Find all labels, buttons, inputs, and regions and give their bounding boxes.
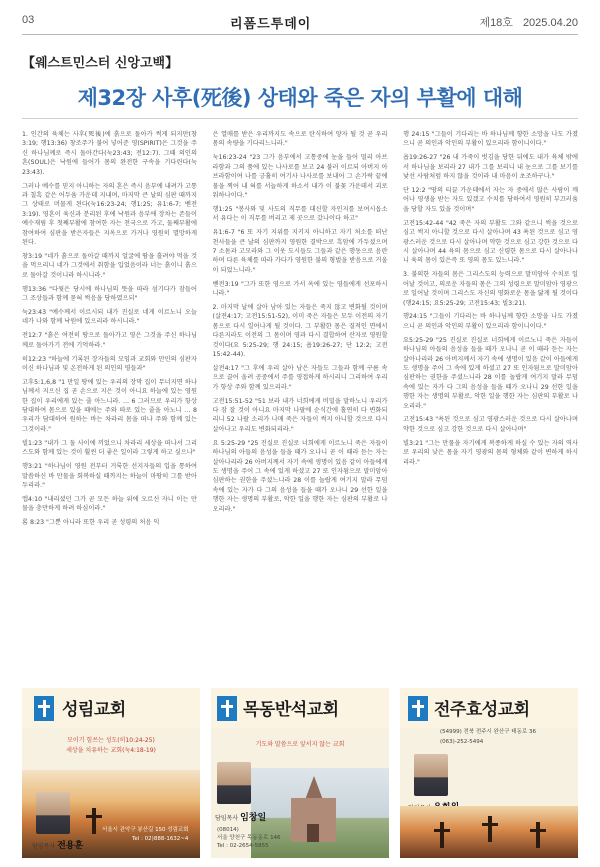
- paragraph: 전12:7 "흙은 여전히 땅으로 돌아가고 영은 그것을 주신 하나님께로 돌아가기 전에 기억하라.": [22, 332, 197, 349]
- paragraph: 빌3:21 "그는 만물을 자기에게 복종하게 하실 수 있는 자의 역사로 우리의 낮은 몸을 자기 영광의 몸의 형체와 같이 변하게 하시리라.": [403, 439, 578, 466]
- church-name: 전주효성교회: [434, 700, 530, 720]
- church-address: (54999) 전북 전주시 완산구 태동로 36: [440, 729, 536, 735]
- pastor-title: 담임목사: [215, 815, 239, 822]
- newspaper-title: 리폼드투데이: [230, 17, 312, 32]
- church-postal: (08014): [217, 827, 239, 833]
- paragraph: 눅23:43 "예수께서 이르시되 내가 진실로 네게 이르노니 오늘 네가 나와 함께 낙원에 있으리라 하시니라.": [22, 308, 197, 326]
- pastor-credit: [215, 810, 266, 823]
- church-ad-3: [400, 688, 578, 858]
- pastor-photo: [414, 754, 448, 796]
- paragraph: 행13:36 "다윗은 당시에 하나님의 뜻을 따라 섬기다가 잠들어 그 조상들과 함께 묻혀 썩음을 당하였으되": [22, 285, 197, 302]
- header-divider: [22, 34, 578, 35]
- issue-info: [479, 14, 578, 30]
- paragraph: 고후5:1,6,8 "1 만일 땅에 있는 우리의 장막 집이 무너지면 하나님께서 지으신 집 곧 손으로 지은 것이 아니요 하늘에 있는 영원한 집이 우리에게 있는 줄 아느니라. … 6 그러므로 우리가 항상 담대하여 몸으로 있을 때에는 주와 따로 있는 줄을 아노니 … 8 우리가 담대하여 원하는 바는 차라리 몸을 떠나 주와 함께 있는 그것이라.": [22, 378, 197, 433]
- church-ad-1: [22, 688, 200, 858]
- article-column-3: [403, 130, 578, 675]
- paragraph: 1. 인간의 육체는 사후(死後)에 흙으로 돌아가 썩게 되지만(창3:19; 행13:36) 창조주가 불어 넣어준 영(SPIRIT)은 그것을 주신 하나님께로 즉시 돌아간다(눅23:43; 전12:7). 그때 의인의 혼(SOUL)은 낙원에 들어가 몸의 완전한 구속을 기다린다(눅 23:43).: [22, 131, 197, 176]
- church-name: 성림교회: [62, 700, 126, 720]
- pastor-title: 담임목사: [32, 843, 56, 850]
- issue-number: 제18호: [479, 17, 513, 29]
- paragraph: 유1:6-7 "6 또 자기 지위를 지키지 아니하고 자기 처소를 떠난 천사들을 큰 날의 심판까지 영원한 결박으로 흑암에 가두셨으며 7 소돔과 고모라와 그 이웃 도시들도 그들과 같은 행동으로 음란하며 다른 육체를 따라 가다가 영원한 불의 형벌을 받음으로 거울이 되었느니라.": [212, 229, 388, 274]
- paragraph: 벧전3:19 "그가 또한 영으로 가서 옥에 있는 영들에게 선포하시니라.": [212, 280, 388, 298]
- cross-silhouette-icon: [440, 822, 444, 848]
- paragraph: 행1:25 "봉사와 및 사도의 직무를 대신할 자인지를 보여시옵소서 유다는 이 직무를 버리고 제 곳으로 갔나이다 하고": [212, 205, 388, 223]
- paragraph: 고전15:51-52 "51 보라 내가 너희에게 비밀을 말하노니 우리가 다 잠 잘 것이 아니요 마지막 나팔에 순식간에 홀연히 다 변화되리니 52 나팔 소리가 나매 죽은 자들이 썩지 아니할 것으로 다시 살아나고 우리도 변화되리라.": [212, 397, 388, 433]
- paragraph: 2. 마지막 날에 살아 남아 있는 자들은 죽지 않고 변화될 것이며(살전4:17; 고전15:51-52), 이미 죽은 자들은 모두 이전의 자기 몸으로 다시 일어나게 될 것이다. 그 부활한 몸은 질적인 면에서 다른지라도 이전의 그 몸이며 영과 다시 결합하여 산자로 영원할 것이다(요 5:25-29; 행 24:15; 욥19:26-27; 단 12:2; 고전15:42-44).: [212, 304, 388, 359]
- church-door: [307, 824, 319, 842]
- paragraph: 고전15:42-44 "42 죽은 자의 부활도 그와 같으니 썩을 것으로 심고 썩지 아니할 것으로 다시 살아나며 43 욕된 것으로 심고 영광스러운 것으로 다시 살아나며 약한 것으로 심고 강한 것으로 다시 살아나며 44 육의 몸으로 심고 신령한 몸으로 다시 살아나나니 육의 몸이 있은즉 또 영의 몸도 있느니라.": [403, 219, 578, 265]
- paragraph: 요5:25-29 "25 진실로 진실로 너희에게 이르노니 죽은 자들이 하나님의 아들의 음성을 들을 때가 오나니 곧 이 때라 듣는 자는 살아나리라 26 아버지께서 자기 속에 생명이 있음 같이 아들에게도 생명을 주어 그 속에 있게 하셨고 27 또 인자됨으로 말미암아 심판하는 권한을 주셨느니라 28 이를 놀랍게 여기지 말라 무덤 속에 있는 자가 다 그의 음성을 들을 때가 오나니 29 선한 일을 행한 자는 생명의 부활로, 악한 일을 행한 자는 심판의 부활로 나오리라.": [403, 336, 578, 410]
- pastor-photo: [217, 762, 251, 804]
- church-phone: Tel : 02)888-1632~4: [132, 836, 189, 842]
- paragraph: 행3:21 "하나님이 영원 전부터 거룩한 선지자들의 입을 통하여 말씀하신 바 만물을 회복하실 때까지는 하늘이 마땅히 그를 받아 두리라.": [22, 463, 197, 489]
- church-phone: Tel : 02-2654-5855: [217, 843, 269, 849]
- headline-divider: [22, 118, 578, 119]
- issue-date: 2025.04.20: [522, 17, 578, 29]
- ad-slogan-1: 모이기 힘쓰는 성도(히10:24-25): [67, 737, 155, 744]
- paragraph: 행 24:15 "그들이 기다리는 바 하나님께 향한 소망을 나도 가졌으니 곧 의인과 악인의 부활이 있으리라 함이니이다.": [403, 131, 578, 148]
- church-name: 목동반석교회: [243, 700, 339, 720]
- cross-silhouette-icon: [536, 822, 540, 848]
- article-column-1: [22, 130, 197, 675]
- church-address: 서울 양천구 목동동로 146: [217, 835, 281, 841]
- pastor-name: 전용훈: [57, 841, 84, 851]
- paragraph: 히12:23 "하늘에 기록된 장자들의 모임과 교회와 만민의 심판자이신 하나님과 및 온전하게 된 의인의 영들과": [22, 355, 197, 372]
- pastor-photo: [36, 792, 70, 834]
- pastor-name: 임창일: [240, 813, 267, 823]
- church-spire: [305, 776, 323, 800]
- crosses-dusk-image: [400, 806, 578, 858]
- paragraph: 3. 불의한 자들의 몸은 그리스도의 능력으로 말미암아 수치로 일어날 것이고, 의로운 자들의 몸은 그의 성령으로 말미암아 영광으로 일어날 것이며 그리스도 자신의 영화로운 몸을 닮게 될 것이다(행24:15; 요5:25-29; 고전15:43; 빌3:21).: [403, 271, 578, 307]
- paragraph: 눅16:23-24 "23 그가 음부에서 고통중에 눈을 들어 멀리 아브라함과 그의 품에 있는 나사로를 보고 24 불러 이르되 아버지 아브라함이여 나를 긍휼히 여기사 나사로를 보내어 그 손가락 끝에 물을 찍어 내 혀를 서늘하게 하소서 내가 이 불꽃 가운데서 괴로워하나이다.": [212, 154, 388, 199]
- page-number: 03: [22, 14, 35, 26]
- paragraph: 롬 8:23 "그뿐 아니라 또한 우리 곧 성령의 처음 익: [22, 519, 160, 527]
- paragraph: 창3:19 "네가 흙으로 돌아갈 때까지 얼굴에 땀을 흘려야 먹을 것을 먹으리니 네가 그것에서 취함을 입었음이라 너는 흙이니 흙으로 돌아갈 것이니라 하시니라.": [22, 252, 197, 279]
- cross-silhouette-icon: [92, 808, 96, 834]
- paragraph: 살전4:17 "그 후에 우리 살아 남은 자들도 그들과 함께 구름 속으로 끌어 올려 공중에서 주를 영접하게 하시리니 그리하여 우리가 항상 주와 함께 있으리라.": [212, 364, 388, 391]
- paragraph: 단 12:2 "땅의 티끌 가운데에서 자는 자 중에서 많은 사람이 깨어나 영생을 받는 자도 있겠고 수치를 당하여서 영원히 부끄러움을 당할 자도 있을 것이며": [403, 187, 578, 213]
- article-body: [22, 130, 578, 675]
- ad-slogan-2: 세상을 치유하는 교회(눅4:18-19): [66, 747, 156, 754]
- section-tag: 【웨스트민스터 신앙고백】: [22, 56, 179, 71]
- church-building-image: [251, 768, 389, 858]
- paragraph: 욥19:26-27 "26 내 가죽이 벗김을 당한 뒤에도 내가 육체 밖에서 하나님을 보리라 27 내가 그를 보리니 내 눈으로 그를 보기를 낯선 사람처럼 하지 않을 것이라 내 마음이 초조하구나.": [403, 154, 578, 181]
- pastor-credit: [32, 838, 83, 851]
- paragraph: 은 열매를 받은 우리까지도 속으로 탄식하여 양자 될 것 곧 우리 몸의 속량을 기다리느니라.": [212, 131, 388, 148]
- paragraph: 고전15:43 "욕된 것으로 심고 영광스러운 것으로 다시 살아나며 약한 것으로 심고 강한 것으로 다시 살아나며": [403, 416, 578, 433]
- paragraph: 빌1:23 "내가 그 둘 사이에 끼었으니 차라리 세상을 떠나서 그리스도와 함께 있는 것이 훨씬 더 좋은 일이라 그렇게 하고 싶으나": [22, 439, 197, 457]
- paragraph: 행24:15 "그들이 기다리는 바 하나님께 향한 소망을 나도 가졌으니 곧 의인과 악인의 부활이 있으리라 함이니이다.": [403, 313, 578, 330]
- article-column-2: [213, 130, 388, 675]
- church-ad-2: [211, 688, 389, 858]
- cross-logo-icon: [217, 696, 237, 721]
- page-header: [0, 0, 600, 40]
- cross-silhouette-icon: [488, 816, 492, 842]
- church-address: 서울시 관악구 봉산길 150 성림교회: [102, 827, 189, 833]
- church-ads: [22, 688, 578, 858]
- article-headline: 제32장 사후(死後) 상태와 죽은 자의 부활에 대해: [77, 86, 523, 110]
- paragraph: 엡4:10 "내리셨던 그가 곧 모든 하늘 위에 오르신 자니 이는 만물을 충만하게 하려 하심이라.": [22, 495, 197, 513]
- cross-logo-icon: [34, 696, 54, 721]
- paragraph: 그러나 예수를 믿지 아니하는 자의 혼은 즉시 음부에 내려가 고통과 칠흑 같은 어두움 가운데 지내며, 마지막 큰 날의 심판 때까지 그 상태로 머물게 된다(눅16:23-24; 행1:25; 유1:6-7; 벧전3:19). 영혼이 육신과 분리된 후에 낙원과 음부에 장차는 존들이 예수재림 후 첫째부활에 참여한 자는 천국으로 가고, 둘째부활에 참여하여 심판을 받은자들은 지옥으로 가거나 영원히 멸망하게 된다.: [22, 182, 197, 246]
- cross-logo-icon: [408, 696, 428, 721]
- ad-tagline: 기도와 말씀으로 앞서지 않는 교회: [255, 741, 345, 748]
- church-phone: (063)-252-5494: [440, 739, 484, 745]
- paragraph: 요 5:25-29 "25 진실로 진실로 너희에게 이르노니 죽은 자들이 하나님의 아들의 음성을 들을 때가 오나니 곧 이 때라 듣는 자는 살아나리라 26 아버지께서 자기 속에 생명이 있음 같이 아들에게도 생명을 주어 그 속에 있게 하셨고 27 또 인자됨으로 말미암아 심판하는 권한을 주셨느니라 28 이를 놀랍게 여기지 말라 무덤 속에 있는 자가 다 그의 음성을 들을 때가 오나니 29 선한 일을 행한 자는 생명의 부활로, 악한 일을 행한 자는 심판의 부활로 나오리라.": [212, 439, 388, 513]
